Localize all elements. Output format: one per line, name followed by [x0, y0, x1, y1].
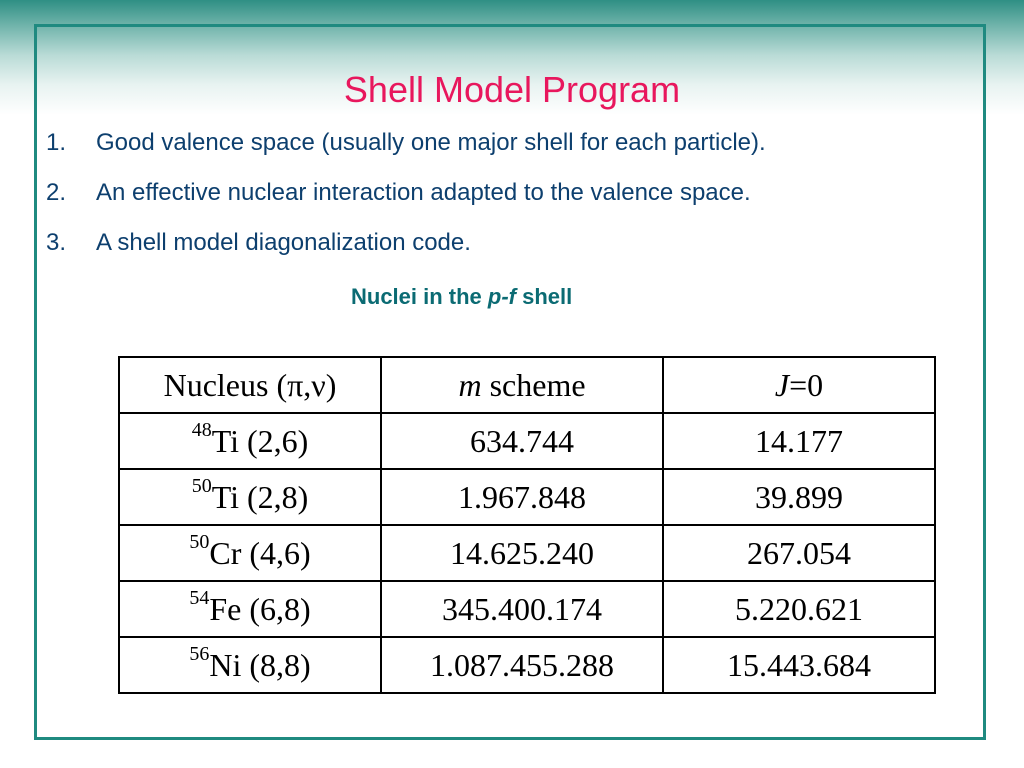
cell-nucleus: $^{56}$Ni (8,8) — [119, 637, 381, 693]
cell-m-scheme: 634.744 — [381, 413, 663, 469]
list-number: 2. — [46, 179, 67, 206]
cell-j0: 5.220.621 — [663, 581, 935, 637]
slide-title: Shell Model Program — [343, 69, 681, 110]
caption-text: Nuclei in the — [351, 284, 488, 309]
cell-j0: 15.443.684 — [663, 637, 935, 693]
cell-j0: 39.899 — [663, 469, 935, 525]
cell-nucleus: $^{50}$Cr (4,6) — [119, 525, 381, 581]
list-number: 1. — [46, 129, 67, 156]
cell-m-scheme: 1.087.455.288 — [381, 637, 663, 693]
list-text: Good valence space (usually one major shell for each particle). — [96, 129, 766, 156]
header-j0: J=0 — [663, 357, 935, 413]
nuclei-table — [118, 356, 936, 694]
caption-text-end: shell — [516, 284, 573, 309]
cell-m-scheme: 345.400.174 — [381, 581, 663, 637]
table-row — [119, 413, 935, 469]
header-nucleus: Nucleus (π,ν) — [119, 357, 381, 413]
cell-nucleus: $^{50}$Ti (2,8) — [119, 469, 381, 525]
table-row — [119, 581, 935, 637]
table-row — [119, 469, 935, 525]
list-number: 3. — [46, 229, 67, 256]
cell-j0: 14.177 — [663, 413, 935, 469]
header-m-scheme: m scheme — [381, 357, 663, 413]
table-row — [119, 637, 935, 693]
cell-nucleus: $^{48}$Ti (2,6) — [119, 413, 381, 469]
cell-m-scheme: 14.625.240 — [381, 525, 663, 581]
table-header-row — [119, 357, 935, 413]
table-caption — [351, 282, 572, 312]
table-row — [119, 525, 935, 581]
cell-j0: 267.054 — [663, 525, 935, 581]
cell-nucleus: $^{54}$Fe (6,8) — [119, 581, 381, 637]
list-text: A shell model diagonalization code. — [96, 229, 471, 256]
list-text: An effective nuclear interaction adapted to the valence space. — [96, 179, 751, 206]
cell-m-scheme: 1.967.848 — [381, 469, 663, 525]
caption-emphasis: p-f — [487, 284, 517, 309]
